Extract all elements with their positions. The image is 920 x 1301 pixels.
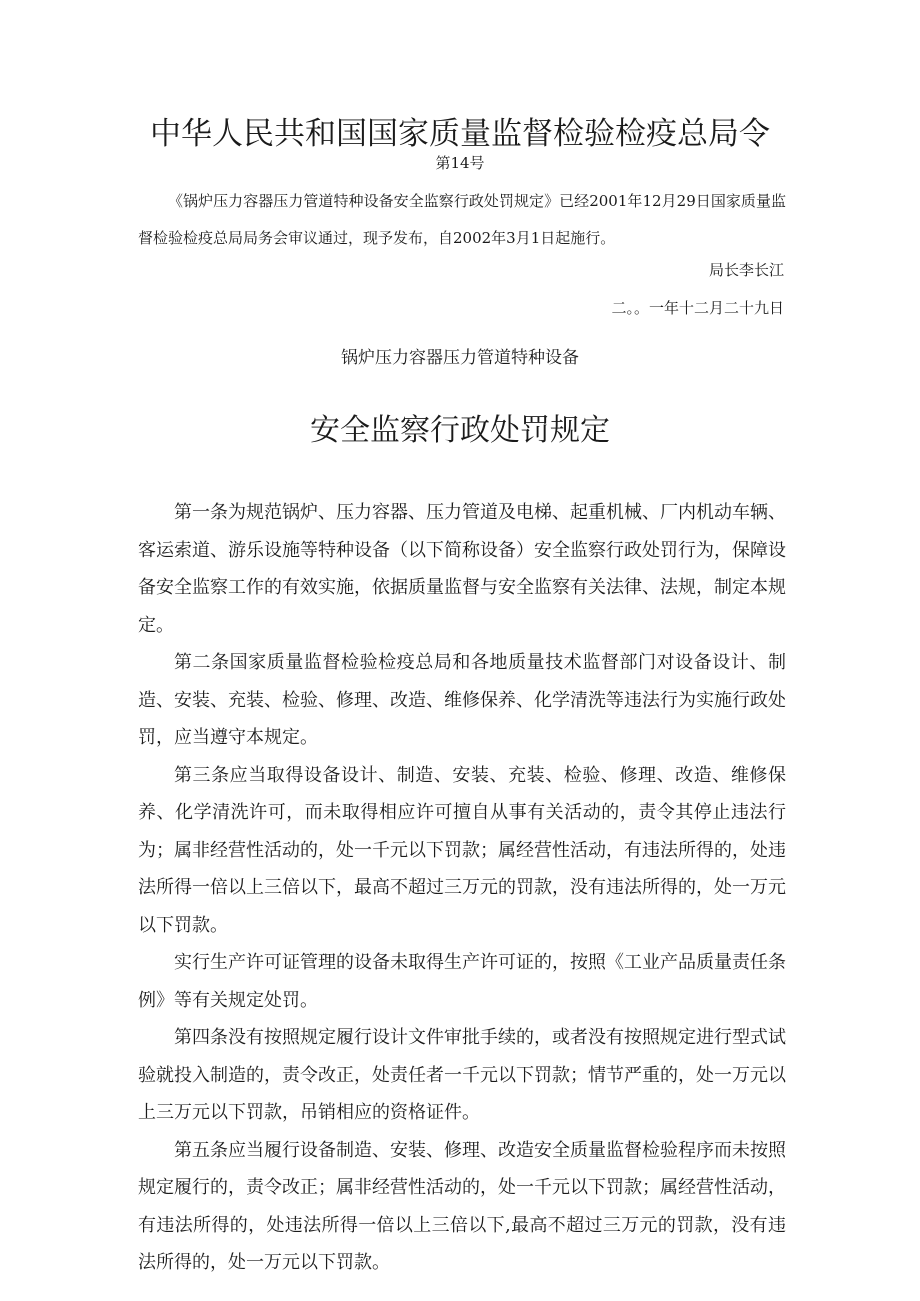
order-title: 中华人民共和国国家质量监督检验检疫总局令 — [150, 116, 770, 152]
articles-body — [138, 494, 786, 1282]
order-number: 第14号 — [435, 154, 485, 172]
article-2: 第二条国家质量监督检验检疫总局和各地质量技术监督部门对设备设计、制造、安装、充装、检验、修理、改造、维修保养、化学清洗等违法行为实施行政处罚，应当遵守本规定。 — [138, 652, 786, 748]
signer: 局长李长江 — [708, 261, 784, 279]
regulation-title: 安全监察行政处罚规定 — [310, 413, 610, 448]
article-3-supplement: 实行生产许可证管理的设备未取得生产许可证的，按照《工业产品质量责任条例》等有关规定处罚。 — [138, 952, 786, 1011]
intro-paragraph: 《锅炉压力容器压力管道特种设备安全监察行政处罚规定》已经2001年12月29日国家质量监督检验检疫总局局务会审议通过，现予发布，自2002年3月1日起施行。 — [138, 192, 786, 247]
article-1: 第一条为规范锅炉、压力容器、压力管道及电梯、起重机械、厂内机动车辆、客运索道、游乐设施等特种设备（以下简称设备）安全监察行政处罚行为，保障设备安全监察工作的有效实施，依据质量监督与安全监察有关法律、法规，制定本规定。 — [138, 502, 786, 636]
article-5: 第五条应当履行设备制造、安装、修理、改造安全质量监督检验程序而未按照规定履行的，责令改正；属非经营性活动的，处一千元以下罚款；属经营性活动，有违法所得的，处违法所得一倍以上三倍以下,最高不超过三万元的罚款，没有违法所得的，处一万元以下罚款。 — [138, 1139, 786, 1273]
regulation-subtitle: 锅炉压力容器压力管道特种设备 — [341, 348, 579, 368]
article-4: 第四条没有按照规定履行设计文件审批手续的，或者没有按照规定进行型式试验就投入制造的，责令改正，处责任者一千元以下罚款；情节严重的，处一万元以上三万元以下罚款，吊销相应的资格证件。 — [138, 1027, 786, 1123]
issue-date: 二。。一年十二月二十九日 — [611, 299, 784, 317]
article-3: 第三条应当取得设备设计、制造、安装、充装、检验、修理、改造、维修保养、化学清洗许可，而未取得相应许可擅自从事有关活动的，责令其停止违法行为；属非经营性活动的，处一千元以下罚款；属经营性活动，有违法所得的，处违法所得一倍以上三倍以下，最高不超过三万元的罚款，没有违法所得的，处一万元以下罚款。 — [138, 764, 786, 936]
